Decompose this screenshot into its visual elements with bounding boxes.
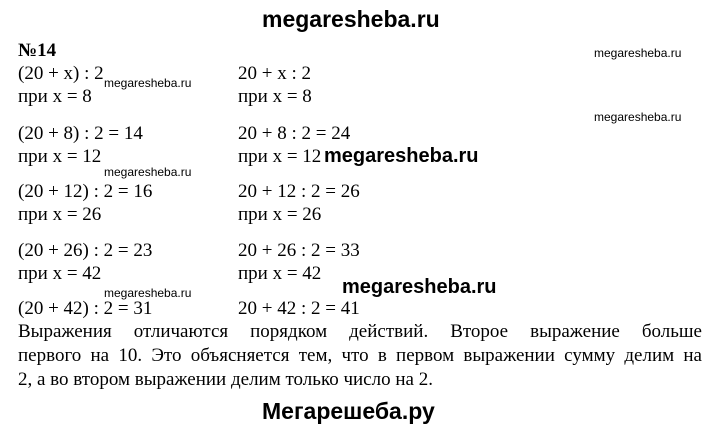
left-condition-1: при x = 8 xyxy=(18,86,92,107)
watermark-medium-2: megaresheba.ru xyxy=(342,276,497,298)
conclusion-line-2: первого на 10. Это объясняется тем, что в первом выражении сумму делим на xyxy=(18,345,702,366)
watermark-small-2: megaresheba.ru xyxy=(104,76,192,90)
right-expression-1: 20 + x : 2 xyxy=(238,63,311,84)
conclusion-line-3: 2, а во втором выражении делим только число на 2. xyxy=(18,369,433,390)
left-expression-1: (20 + x) : 2 xyxy=(18,63,104,84)
right-expression-2: 20 + 8 : 2 = 24 xyxy=(238,123,351,144)
right-condition-4: при x = 42 xyxy=(238,263,322,284)
left-expression-5: (20 + 42) : 2 = 31 xyxy=(18,298,153,319)
left-condition-2: при x = 12 xyxy=(18,146,102,167)
task-number: №14 xyxy=(18,40,57,61)
left-expression-4: (20 + 26) : 2 = 23 xyxy=(18,240,153,261)
watermark-medium-1: megaresheba.ru xyxy=(324,145,479,167)
watermark-small-1: megaresheba.ru xyxy=(594,46,682,60)
right-condition-2: при x = 12 xyxy=(238,146,322,167)
watermark-small-4: megaresheba.ru xyxy=(104,165,192,179)
watermark-small-5: megaresheba.ru xyxy=(104,286,192,300)
right-condition-3: при x = 26 xyxy=(238,204,322,225)
header-site-title: megaresheba.ru xyxy=(262,6,440,32)
left-condition-3: при x = 26 xyxy=(18,204,102,225)
right-expression-3: 20 + 12 : 2 = 26 xyxy=(238,181,360,202)
left-expression-2: (20 + 8) : 2 = 14 xyxy=(18,123,143,144)
conclusion-paragraph xyxy=(18,320,702,392)
right-condition-1: при x = 8 xyxy=(238,86,312,107)
left-expression-3: (20 + 12) : 2 = 16 xyxy=(18,181,153,202)
footer-site-title: Мегарешеба.ру xyxy=(262,398,435,424)
conclusion-line-1: Выражения отличаются порядком действий. Второе выражение больше xyxy=(18,321,702,342)
watermark-small-3: megaresheba.ru xyxy=(594,110,682,124)
left-condition-4: при x = 42 xyxy=(18,263,102,284)
right-expression-5: 20 + 42 : 2 = 41 xyxy=(238,298,360,319)
right-expression-4: 20 + 26 : 2 = 33 xyxy=(238,240,360,261)
